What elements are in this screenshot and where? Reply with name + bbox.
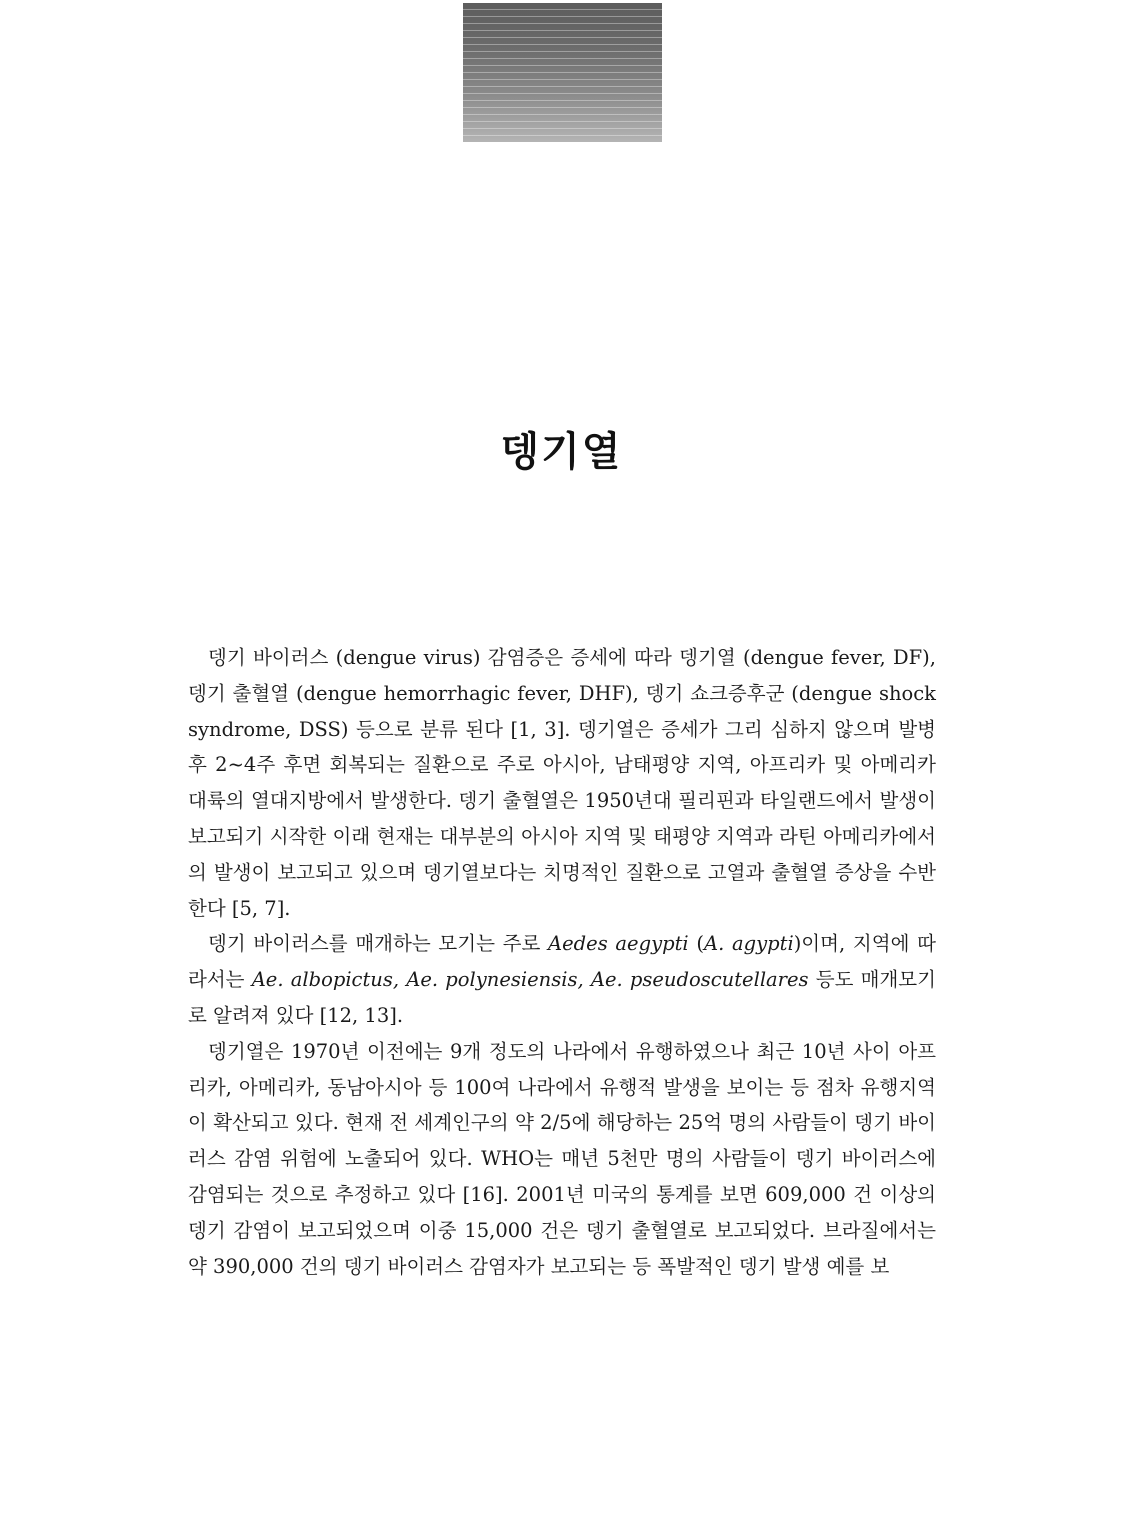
paragraph-2-text-c: )이며, 지역에 따라서는 [188, 932, 936, 992]
species-name-aedes-aegypti: Aedes aegypti [548, 932, 689, 956]
paragraph-3-text: 뎅기열은 1970년 이전에는 9개 정도의 나라에서 유행하였으나 최근 10년 사이 아프리카, 아메리카, 동남아시아 등 100여 나라에서 유행적 발생을 보이는 등 점차 유행지역이 확산되고 있다. 현재 전 세계인구의 약 2/5에 해당하는 25억 명의 사람들이 뎅기 바이러스 감염 위험에 노출되어 있다. WHO는 매년 5천만 명의 사람들이 뎅기 바이러스에 감염되는 것으로 추정하고 있다 [16]. 2001년 미국의 통계를 보면 609,000 건 이상의 뎅기 감염이 보고되었으며 이중 15,000 건은 뎅기 출혈열로 보고되었다. 브라질에서는 약 390,000 건의 뎅기 바이러스 감염자가 보고되는 등 폭발적인 뎅기 발생 예를 보 [188, 1039, 936, 1278]
paragraph-3 [188, 1034, 936, 1285]
paragraph-2 [188, 926, 936, 1033]
paragraph-2-text-a: 뎅기 바이러스를 매개하는 모기는 주로 [208, 932, 549, 956]
paragraph-2-text-d: 등도 매개모기로 알려져 있다 [12, 13]. [188, 968, 936, 1027]
page-title: 뎅기열 [500, 428, 623, 475]
paragraph-2-text-b: ( [688, 932, 704, 956]
species-names-vectors: Ae. albopictus, Ae. polynesiensis, Ae. pseudoscutellares [251, 968, 809, 992]
body-text [188, 640, 936, 1284]
header-banner-graphic [463, 3, 662, 142]
paragraph-1 [188, 640, 936, 926]
paragraph-1-text: 뎅기 바이러스 (dengue virus) 감염증은 증세에 따라 뎅기열 (dengue fever, DF), 뎅기 출혈열 (dengue hemorrhagic fever, DHF), 뎅기 쇼크증후군 (dengue shock syndrome, DSS) 등으로 분류 된다 [1, 3]. 뎅기열은 증세가 그리 심하지 않으며 발병 후 2~4주 후면 회복되는 질환으로 주로 아시아, 남태평양 지역, 아프리카 및 아메리카 대륙의 열대지방에서 발생한다. 뎅기 출혈열은 1950년대 필리핀과 타일랜드에서 발생이 보고되기 시작한 이래 현재는 대부분의 아시아 지역 및 태평양 지역과 라틴 아메리카에서의 발생이 보고되고 있으며 뎅기열보다는 치명적인 질환으로 고열과 출혈열 증상을 수반한다 [5, 7]. [188, 646, 936, 920]
species-name-a-agypti: A. agypti [704, 932, 794, 956]
